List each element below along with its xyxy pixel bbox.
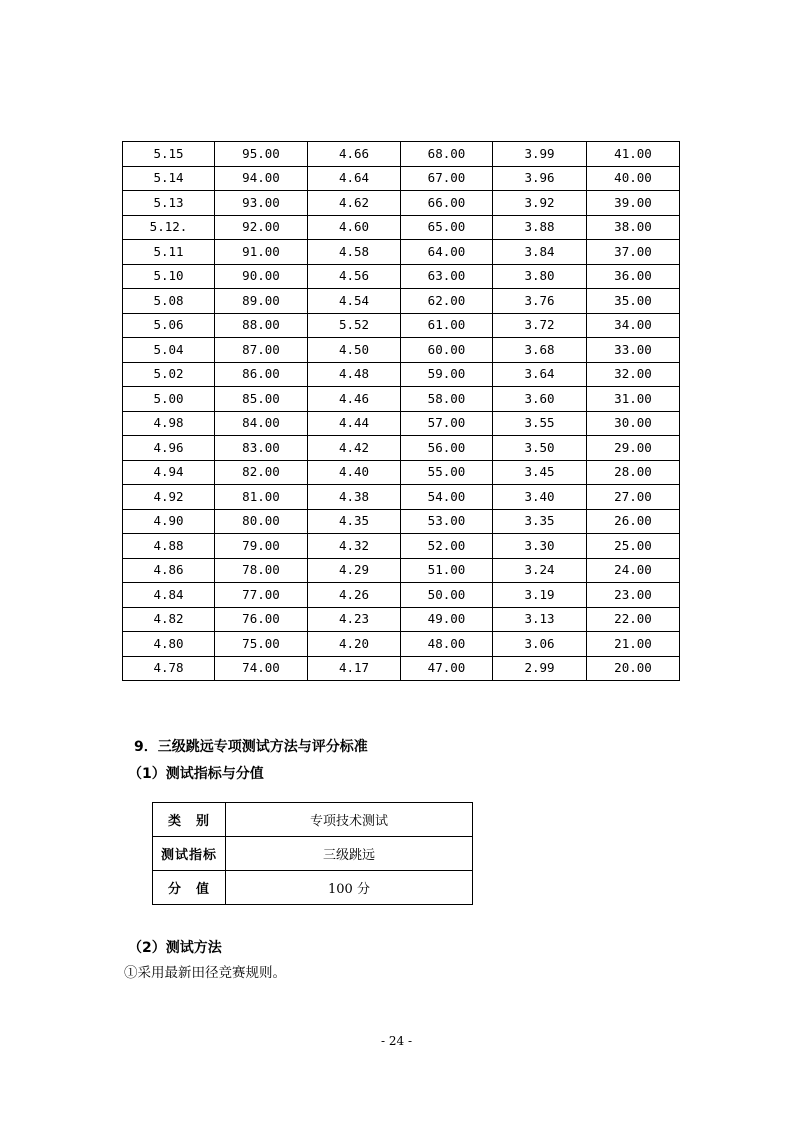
table-cell: 83.00: [215, 436, 308, 461]
table-cell: 33.00: [587, 338, 680, 363]
table-cell: 86.00: [215, 362, 308, 387]
table-row: [123, 142, 680, 167]
table-cell: 35.00: [587, 289, 680, 314]
table-cell: 3.50: [493, 436, 587, 461]
table-row: [123, 313, 680, 338]
table-cell: 3.24: [493, 558, 587, 583]
table-cell: 4.60: [308, 215, 401, 240]
table-cell: 34.00: [587, 313, 680, 338]
table-cell: 4.26: [308, 583, 401, 608]
table-cell: 65.00: [401, 215, 493, 240]
table-cell: 80.00: [215, 509, 308, 534]
table-row: [123, 436, 680, 461]
table-cell: 41.00: [587, 142, 680, 167]
table-cell: 4.64: [308, 166, 401, 191]
table-cell: 4.46: [308, 387, 401, 412]
table-row: [123, 583, 680, 608]
table-cell: 84.00: [215, 411, 308, 436]
table-cell: 3.92: [493, 191, 587, 216]
table-cell: 4.92: [123, 485, 215, 510]
table-cell: 4.94: [123, 460, 215, 485]
table-cell: 78.00: [215, 558, 308, 583]
table-cell: 95.00: [215, 142, 308, 167]
table-cell: 4.66: [308, 142, 401, 167]
table-cell: 3.19: [493, 583, 587, 608]
table-row: [123, 264, 680, 289]
table-cell: 25.00: [587, 534, 680, 559]
table-row: [123, 558, 680, 583]
table-cell: 62.00: [401, 289, 493, 314]
table-cell: 29.00: [587, 436, 680, 461]
table-cell: 4.58: [308, 240, 401, 265]
table-cell: 3.40: [493, 485, 587, 510]
table-cell: 4.44: [308, 411, 401, 436]
table-cell: 31.00: [587, 387, 680, 412]
table-cell: 4.88: [123, 534, 215, 559]
table-row: [123, 485, 680, 510]
table-cell: 4.96: [123, 436, 215, 461]
table-row: [123, 240, 680, 265]
table-cell: 63.00: [401, 264, 493, 289]
table-row: [123, 656, 680, 681]
table-cell: 59.00: [401, 362, 493, 387]
table-row: [153, 871, 473, 905]
table-cell: 64.00: [401, 240, 493, 265]
table-cell: 3.88: [493, 215, 587, 240]
table-row: [123, 411, 680, 436]
table-row: [123, 362, 680, 387]
score-value: 100 分: [226, 871, 473, 905]
table-cell: 90.00: [215, 264, 308, 289]
table-cell: 5.00: [123, 387, 215, 412]
page-number: - 24 -: [380, 1034, 412, 1048]
table-cell: 39.00: [587, 191, 680, 216]
table-cell: 5.15: [123, 142, 215, 167]
score-table: [122, 141, 680, 681]
table-row: [123, 460, 680, 485]
table-row: [123, 534, 680, 559]
table-cell: 58.00: [401, 387, 493, 412]
table-cell: 76.00: [215, 607, 308, 632]
table-cell: 26.00: [587, 509, 680, 534]
category-label: 类 别: [153, 803, 226, 837]
table-cell: 3.13: [493, 607, 587, 632]
table-cell: 5.10: [123, 264, 215, 289]
table-row: [123, 387, 680, 412]
table-cell: 3.60: [493, 387, 587, 412]
table-cell: 52.00: [401, 534, 493, 559]
table-cell: 60.00: [401, 338, 493, 363]
table-cell: 4.62: [308, 191, 401, 216]
table-cell: 3.55: [493, 411, 587, 436]
method-line-1: ①采用最新田径竞赛规则。: [124, 965, 286, 981]
table-cell: 87.00: [215, 338, 308, 363]
table-cell: 5.06: [123, 313, 215, 338]
table-cell: 82.00: [215, 460, 308, 485]
table-cell: 66.00: [401, 191, 493, 216]
table-row: [123, 289, 680, 314]
table-cell: 37.00: [587, 240, 680, 265]
table-cell: 93.00: [215, 191, 308, 216]
table-cell: 36.00: [587, 264, 680, 289]
table-cell: 79.00: [215, 534, 308, 559]
table-cell: 23.00: [587, 583, 680, 608]
table-cell: 28.00: [587, 460, 680, 485]
table-row: [123, 338, 680, 363]
table-cell: 88.00: [215, 313, 308, 338]
table-cell: 4.20: [308, 632, 401, 657]
table-cell: 3.96: [493, 166, 587, 191]
table-cell: 20.00: [587, 656, 680, 681]
table-cell: 3.84: [493, 240, 587, 265]
table-cell: 4.56: [308, 264, 401, 289]
table-row: [123, 215, 680, 240]
table-cell: 5.13: [123, 191, 215, 216]
table-cell: 92.00: [215, 215, 308, 240]
table-cell: 3.68: [493, 338, 587, 363]
table-row: [123, 632, 680, 657]
table-cell: 57.00: [401, 411, 493, 436]
table-row: [123, 166, 680, 191]
table-cell: 56.00: [401, 436, 493, 461]
table-cell: 3.45: [493, 460, 587, 485]
table-cell: 27.00: [587, 485, 680, 510]
table-cell: 85.00: [215, 387, 308, 412]
table-cell: 2.99: [493, 656, 587, 681]
table-cell: 4.23: [308, 607, 401, 632]
table-cell: 4.29: [308, 558, 401, 583]
table-cell: 4.48: [308, 362, 401, 387]
table-cell: 3.80: [493, 264, 587, 289]
table-cell: 4.80: [123, 632, 215, 657]
table-cell: 4.17: [308, 656, 401, 681]
table-cell: 3.72: [493, 313, 587, 338]
table-row: [123, 191, 680, 216]
table-cell: 3.76: [493, 289, 587, 314]
table-cell: 4.84: [123, 583, 215, 608]
table-cell: 67.00: [401, 166, 493, 191]
table-cell: 77.00: [215, 583, 308, 608]
table-cell: 4.82: [123, 607, 215, 632]
table-cell: 22.00: [587, 607, 680, 632]
category-value: 专项技术测试: [226, 803, 473, 837]
table-cell: 61.00: [401, 313, 493, 338]
table-cell: 47.00: [401, 656, 493, 681]
table-cell: 4.40: [308, 460, 401, 485]
table-cell: 4.35: [308, 509, 401, 534]
table-row: [153, 803, 473, 837]
table-cell: 4.32: [308, 534, 401, 559]
table-cell: 3.64: [493, 362, 587, 387]
score-table-body: [123, 142, 680, 681]
table-cell: 4.90: [123, 509, 215, 534]
section-title: 9．三级跳远专项测试方法与评分标准: [134, 739, 368, 755]
table-row: [153, 837, 473, 871]
indicator-value: 三级跳远: [226, 837, 473, 871]
table-cell: 48.00: [401, 632, 493, 657]
table-cell: 4.38: [308, 485, 401, 510]
table-cell: 68.00: [401, 142, 493, 167]
subsection-title-indicators: （1）测试指标与分值: [128, 766, 264, 782]
table-cell: 94.00: [215, 166, 308, 191]
table-cell: 4.50: [308, 338, 401, 363]
table-cell: 4.98: [123, 411, 215, 436]
subsection-title-method: （2）测试方法: [128, 940, 222, 956]
table-cell: 75.00: [215, 632, 308, 657]
table-cell: 5.52: [308, 313, 401, 338]
table-cell: 3.35: [493, 509, 587, 534]
table-cell: 5.02: [123, 362, 215, 387]
table-cell: 49.00: [401, 607, 493, 632]
table-row: [123, 509, 680, 534]
table-cell: 24.00: [587, 558, 680, 583]
table-cell: 5.04: [123, 338, 215, 363]
table-cell: 21.00: [587, 632, 680, 657]
indicator-table: [152, 802, 473, 905]
table-cell: 53.00: [401, 509, 493, 534]
table-cell: 3.99: [493, 142, 587, 167]
table-cell: 4.54: [308, 289, 401, 314]
table-cell: 5.08: [123, 289, 215, 314]
table-cell: 50.00: [401, 583, 493, 608]
table-cell: 91.00: [215, 240, 308, 265]
table-cell: 5.12.: [123, 215, 215, 240]
table-cell: 30.00: [587, 411, 680, 436]
table-cell: 81.00: [215, 485, 308, 510]
table-cell: 55.00: [401, 460, 493, 485]
indicator-label: 测试指标: [153, 837, 226, 871]
table-cell: 3.30: [493, 534, 587, 559]
table-cell: 5.14: [123, 166, 215, 191]
table-cell: 32.00: [587, 362, 680, 387]
table-cell: 89.00: [215, 289, 308, 314]
table-cell: 5.11: [123, 240, 215, 265]
table-cell: 74.00: [215, 656, 308, 681]
table-cell: 38.00: [587, 215, 680, 240]
table-row: [123, 607, 680, 632]
table-cell: 40.00: [587, 166, 680, 191]
table-cell: 54.00: [401, 485, 493, 510]
table-cell: 4.86: [123, 558, 215, 583]
score-label: 分 值: [153, 871, 226, 905]
table-cell: 4.42: [308, 436, 401, 461]
table-cell: 3.06: [493, 632, 587, 657]
table-cell: 51.00: [401, 558, 493, 583]
table-cell: 4.78: [123, 656, 215, 681]
